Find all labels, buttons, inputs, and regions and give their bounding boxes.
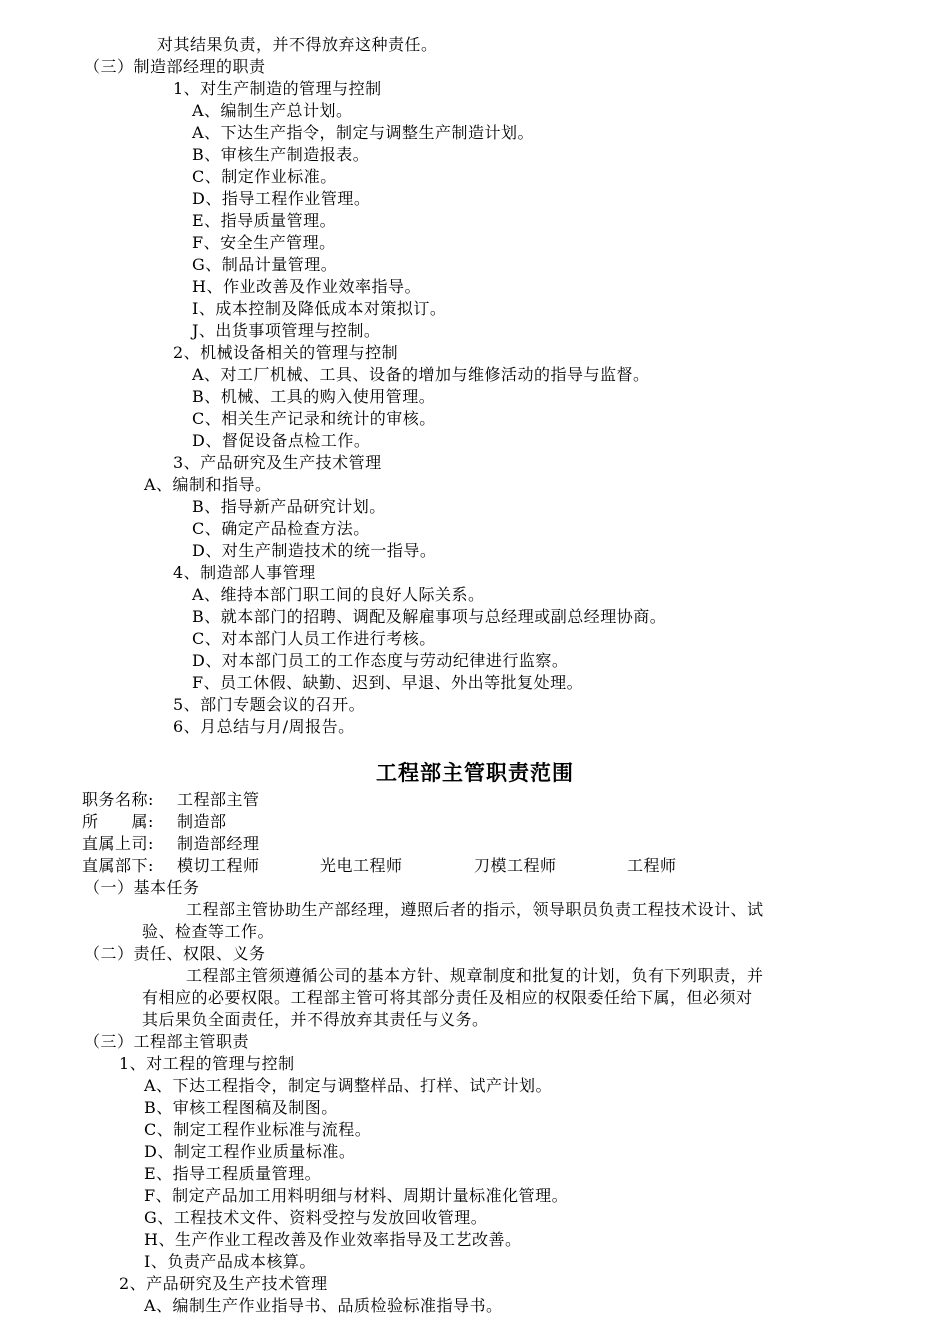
subordinate-item: 工程师 bbox=[627, 856, 677, 875]
list-item: F、制定产品加工用料明细与材料、周期计量标准化管理。 bbox=[144, 1186, 569, 1205]
subordinates-label: 直属部下: bbox=[82, 856, 154, 875]
list-item: E、指导质量管理。 bbox=[192, 211, 337, 230]
subsection-heading: 2、机械设备相关的管理与控制 bbox=[173, 343, 399, 362]
supervisor-value: 制造部经理 bbox=[177, 834, 260, 853]
list-item: H、作业改善及作业效率指导。 bbox=[192, 277, 421, 296]
list-item: C、制定工程作业标准与流程。 bbox=[144, 1120, 372, 1139]
supervisor-label: 直属上司: bbox=[82, 834, 154, 853]
section-heading: （三）工程部主管职责 bbox=[84, 1032, 250, 1051]
list-item: C、确定产品检查方法。 bbox=[192, 519, 370, 538]
list-item: D、督促设备点检工作。 bbox=[192, 431, 371, 450]
subordinate-item: 光电工程师 bbox=[320, 856, 403, 875]
paragraph-line: 工程部主管协助生产部经理，遵照后者的指示，领导职员负责工程技术设计、试 bbox=[186, 900, 764, 919]
subsection-heading: 2、产品研究及生产技术管理 bbox=[119, 1274, 328, 1293]
job-title-value: 工程部主管 bbox=[177, 790, 260, 809]
paragraph-line: 其后果负全面责任，并不得放弃其责任与义务。 bbox=[142, 1010, 489, 1029]
list-item: A、下达工程指令，制定与调整样品、打样、试产计划。 bbox=[144, 1076, 553, 1095]
subsection-heading: 3、产品研究及生产技术管理 bbox=[173, 453, 382, 472]
list-item: D、指导工程作业管理。 bbox=[192, 189, 371, 208]
list-item: I、负责产品成本核算。 bbox=[144, 1252, 316, 1271]
subsection-heading: 6、月总结与月/周报告。 bbox=[173, 717, 355, 736]
list-item: E、指导工程质量管理。 bbox=[144, 1164, 322, 1183]
section-heading: （二）责任、权限、义务 bbox=[84, 944, 266, 963]
list-item: B、机械、工具的购入使用管理。 bbox=[192, 387, 436, 406]
list-item: C、制定作业标准。 bbox=[192, 167, 337, 186]
list-item: B、审核生产制造报表。 bbox=[192, 145, 370, 164]
list-item: H、生产作业工程改善及作业效率指导及工艺改善。 bbox=[144, 1230, 522, 1249]
subordinate-item: 模切工程师 bbox=[177, 856, 260, 875]
list-item: J、出货事项管理与控制。 bbox=[192, 321, 381, 340]
list-item: A、编制生产作业指导书、品质检验标准指导书。 bbox=[144, 1296, 503, 1315]
section-heading: （三）制造部经理的职责 bbox=[84, 57, 266, 76]
list-item: B、审核工程图稿及制图。 bbox=[144, 1098, 338, 1117]
list-item: F、员工休假、缺勤、迟到、早退、外出等批复处理。 bbox=[192, 673, 584, 692]
paragraph-line: 工程部主管须遵循公司的基本方针、规章制度和批复的计划，负有下列职责，并 bbox=[186, 966, 764, 985]
list-item: A、维持本部门职工间的良好人际关系。 bbox=[192, 585, 485, 604]
list-item: G、工程技术文件、资料受控与发放回收管理。 bbox=[144, 1208, 488, 1227]
subsection-heading: 1、对工程的管理与控制 bbox=[119, 1054, 295, 1073]
subsection-heading: 5、部门专题会议的召开。 bbox=[173, 695, 366, 714]
subsection-heading: 4、制造部人事管理 bbox=[173, 563, 316, 582]
list-item: C、对本部门人员工作进行考核。 bbox=[192, 629, 436, 648]
list-item: A、对工厂机械、工具、设备的增加与维修活动的指导与监督。 bbox=[192, 365, 650, 384]
list-item: G、制品计量管理。 bbox=[192, 255, 338, 274]
subsection-heading: 1、对生产制造的管理与控制 bbox=[173, 79, 382, 98]
job-title-label: 职务名称: bbox=[82, 790, 154, 809]
list-item: D、制定工程作业质量标准。 bbox=[144, 1142, 356, 1161]
paragraph-line: 验、检查等工作。 bbox=[142, 922, 275, 941]
list-item: B、就本部门的招聘、调配及解雇事项与总经理或副总经理协商。 bbox=[192, 607, 667, 626]
list-item: I、成本控制及降低成本对策拟订。 bbox=[192, 299, 447, 318]
list-item: D、对本部门员工的工作态度与劳动纪律进行监察。 bbox=[192, 651, 569, 670]
department-value: 制造部 bbox=[177, 812, 227, 831]
list-item: A、下达生产指令，制定与调整生产制造计划。 bbox=[192, 123, 535, 142]
department-label: 所 属: bbox=[82, 812, 154, 831]
list-item: C、相关生产记录和统计的审核。 bbox=[192, 409, 436, 428]
list-item: D、对生产制造技术的统一指导。 bbox=[192, 541, 437, 560]
paragraph-line: 有相应的必要权限。工程部主管可将其部分责任及相应的权限委任给下属，但必须对 bbox=[142, 988, 753, 1007]
continued-line: 对其结果负责，并不得放弃这种责任。 bbox=[157, 35, 438, 54]
page-title: 工程部主管职责范围 bbox=[376, 761, 574, 785]
list-item: F、安全生产管理。 bbox=[192, 233, 336, 252]
list-item: B、指导新产品研究计划。 bbox=[192, 497, 386, 516]
list-item: A、编制和指导。 bbox=[144, 475, 272, 494]
list-item: A、编制生产总计划。 bbox=[192, 101, 353, 120]
subordinate-item: 刀模工程师 bbox=[474, 856, 557, 875]
section-heading: （一）基本任务 bbox=[84, 878, 200, 897]
